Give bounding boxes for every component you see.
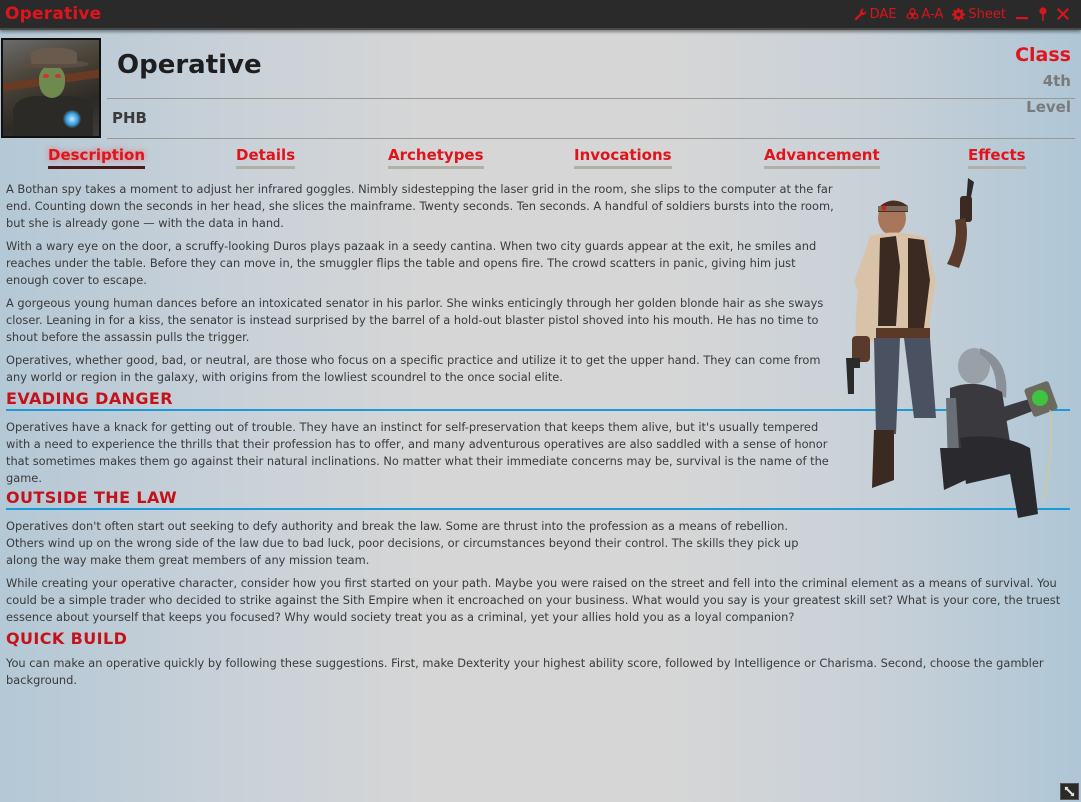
section-paragraph: You can make an operative quickly by following these suggestions. First, make Dexterity your highest ability score, followed by Intelligence or Charisma. Second, choose the gambler background.	[6, 656, 1044, 687]
window-controls	[854, 7, 1081, 22]
dae-label: DAE	[869, 6, 897, 22]
item-portrait-image[interactable]	[1, 38, 101, 138]
section-heading-quick-build: QUICK BUILD	[6, 629, 128, 648]
section-paragraph: Operatives don't often start out seeking to defy authority and break the law. Some are thrust into the profession as a means of rebellion. Others wind up on the wrong side of the law due to bad luck, poor decisions, or circumstances beyond their control. The skills they pick up along the way make them great members of any mission team.	[6, 519, 799, 567]
window-titlebar[interactable]	[0, 0, 1081, 30]
tab-effects[interactable]: Effects	[968, 146, 1026, 169]
minimize-icon	[1015, 7, 1029, 21]
pin-icon	[1038, 7, 1048, 21]
class-levels-label: Level	[1026, 98, 1071, 116]
item-type: Class	[1015, 44, 1071, 66]
section-paragraph: While creating your operative character, consider how you first started on your path. Maybe you were raised on the street and fell into the criminal element as a means of survival. You could be a simple trader who decided to strike against the Sith Empire when it encroached on your business. What would you say is your greatest skill set? What is your core, the truest essence about yourself that keeps you focused? Why would society treat you as a criminal, yet your allies hold you as a loyal companion?	[6, 576, 1061, 624]
resize-icon	[1064, 786, 1075, 797]
item-name[interactable]: Operative	[117, 50, 262, 80]
minimize-button[interactable]	[1015, 7, 1029, 21]
close-icon	[1057, 8, 1069, 20]
item-summary	[1015, 42, 1071, 120]
intro-paragraph: A gorgeous young human dances before an intoxicated senator in his parlor. She winks enticingly through her golden blonde hair as she sways closer. Leaning in for a kiss, the senator is instead surprised by the barrel of a hold-out blaster pistol shoved into his mouth. He has no time to shout before the assassin pulls the trigger.	[6, 296, 824, 344]
sheet-label: Sheet	[968, 6, 1006, 22]
biohazard-icon	[906, 8, 919, 21]
section-paragraph: Operatives have a knack for getting out of trouble. They have an instinct for self-preservation that keeps them alive, but it's usually tempered with a need to experience the thrills that their profession has to offer, and many adventurous operatives are also saddled with a sense of honor that sometimes makes them go against their natural inclinations. No matter what their immediate concerns may be, survival is the name of the game.	[6, 420, 829, 485]
automated-animations-button[interactable]	[906, 7, 944, 22]
class-levels[interactable]: 4th	[1042, 72, 1071, 90]
section-heading-evading-danger: EVADING DANGER	[6, 389, 1070, 411]
sheet-config-button[interactable]	[952, 7, 1006, 22]
tab-invocations[interactable]: Invocations	[574, 146, 672, 169]
dae-button[interactable]	[854, 7, 897, 22]
window-resize-handle[interactable]	[1060, 783, 1079, 800]
item-source[interactable]: PHB	[112, 109, 147, 127]
description-editor[interactable]	[6, 181, 1070, 695]
gear-icon	[952, 8, 965, 21]
window-title: Operative	[5, 4, 102, 24]
tab-description[interactable]: Description	[48, 146, 145, 169]
sheet-tabs	[0, 144, 1081, 174]
tab-archetypes[interactable]: Archetypes	[388, 146, 484, 169]
wrench-icon	[854, 8, 867, 21]
intro-paragraph: Operatives, whether good, bad, or neutral, are those who focus on a specific practice and utilize it to get the upper hand. They can come from any world or region in the galaxy, with origins from the lowliest scoundrel to the once social elite.	[6, 353, 821, 384]
section-heading-outside-the-law: OUTSIDE THE LAW	[6, 488, 1070, 510]
header-divider	[107, 138, 1075, 139]
automated-animations-label: A-A	[921, 6, 944, 22]
intro-paragraph: A Bothan spy takes a moment to adjust her infrared goggles. Nimbly sidestepping the laser grid in the room, she slips to the computer at the far end. Counting down the seconds in her head, she slices the mainframe. Twenty seconds. Ten seconds. A handful of soldiers bursts into the room, but she is already gone — with the data in hand.	[6, 182, 834, 230]
tab-details[interactable]: Details	[236, 146, 295, 169]
tab-advancement[interactable]: Advancement	[764, 146, 880, 169]
header-divider	[107, 98, 1075, 99]
intro-paragraph: With a wary eye on the door, a scruffy-looking Duros plays pazaak in a seedy cantina. When two city guards appear at the exit, he smiles and reaches under the table. Before they can move in, the smuggler flips the table and opens fire. The crowd scatters in panic, giving him just enough cover to escape.	[6, 239, 817, 287]
pin-button[interactable]	[1038, 7, 1048, 21]
close-button[interactable]	[1057, 8, 1069, 20]
